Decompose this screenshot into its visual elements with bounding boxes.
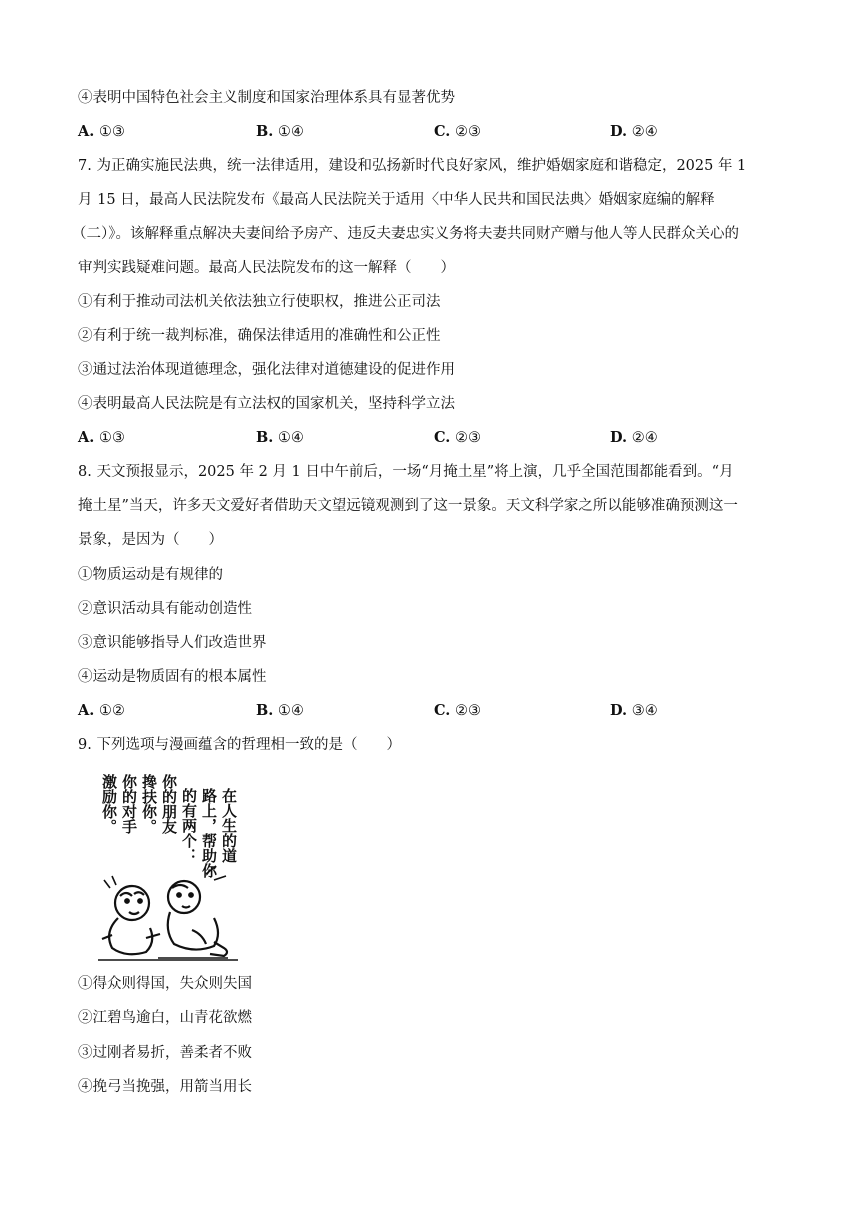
- cartoon-illustration: [96, 770, 242, 966]
- statement-line: ④运动是物质固有的根本属性: [78, 669, 267, 685]
- cartoon-figure-right: [158, 866, 228, 958]
- statement-line: ①有利于推动司法机关依法独立行使职权，推进公正司法: [78, 294, 441, 310]
- statement-line: ④表明最高人民法院是有立法权的国家机关，坚持科学立法: [78, 396, 455, 412]
- option-c[interactable]: C. ②③: [434, 123, 481, 140]
- cartoon-text-col: 搀扶你。: [140, 774, 158, 834]
- cartoon-text-col: 路上，帮助你: [200, 788, 218, 878]
- statement-line: ④表明中国特色社会主义制度和国家治理体系具有显著优势: [78, 90, 455, 106]
- question-7-stem: 审判实践疑难问题。最高人民法院发布的这一解释（ ）: [78, 260, 455, 276]
- option-c[interactable]: C. ②③: [434, 702, 481, 719]
- question-7-stem: 月 15 日，最高人民法院发布《最高人民法院关于适用〈中华人民共和国民法典〉婚姻家庭编的解释: [78, 192, 715, 208]
- option-d[interactable]: D. ③④: [610, 702, 658, 719]
- answer-options-q6: [78, 122, 798, 142]
- statement-line: ③意识能够指导人们改造世界: [78, 635, 267, 651]
- statement-line: ②有利于统一裁判标准，确保法律适用的准确性和公正性: [78, 328, 441, 344]
- statement-line: ①物质运动是有规律的: [78, 567, 223, 583]
- statement-line: ④挽弓当挽强，用箭当用长: [78, 1079, 252, 1095]
- cartoon-text-col: 激励你。: [100, 774, 118, 834]
- question-7-stem: 7. 为正确实施民法典，统一法律适用，建设和弘扬新时代良好家风，维护婚姻家庭和谐稳定，2025 年 1: [78, 158, 747, 174]
- cartoon-figure-left: [102, 876, 160, 954]
- statement-line: ①得众则得国，失众则失国: [78, 976, 252, 992]
- question-7-stem: （二）》。该解释重点解决夫妻间给予房产、违反夫妻忠实义务将夫妻共同财产赠与他人等人民群众关心的: [72, 226, 739, 242]
- question-9-stem: 9. 下列选项与漫画蕴含的哲理相一致的是（ ）: [78, 737, 401, 753]
- option-a[interactable]: A. ①②: [78, 702, 125, 719]
- question-8-stem: 掩土星”当天，许多天文爱好者借助天文望远镜观测到了这一景象。天文科学家之所以能够准确预测这一: [78, 498, 738, 514]
- statement-line: ③通过法治体现道德理念，强化法律对道德建设的促进作用: [78, 362, 455, 378]
- statement-line: ③过刚者易折，善柔者不败: [78, 1045, 252, 1061]
- option-c[interactable]: C. ②③: [434, 429, 481, 446]
- cartoon-text-col: 在人生的道: [220, 788, 238, 863]
- question-8-stem: 8. 天文预报显示，2025 年 2 月 1 日中午前后，一场“月掩土星”将上演，几乎全国范围都能看到。“月: [78, 464, 734, 480]
- option-b[interactable]: B. ①④: [256, 123, 304, 140]
- option-a[interactable]: A. ①③: [78, 429, 125, 446]
- question-8-stem: 景象，是因为（ ）: [78, 532, 223, 548]
- statement-line: ②意识活动具有能动创造性: [78, 601, 252, 617]
- option-a[interactable]: A. ①③: [78, 123, 125, 140]
- cartoon-text-col: 的有两个：: [180, 788, 198, 863]
- cartoon-text-col: 你的对手: [120, 774, 138, 834]
- option-b[interactable]: B. ①④: [256, 429, 304, 446]
- answer-options-q7: [78, 428, 798, 448]
- statement-line: ②江碧鸟逾白，山青花欲燃: [78, 1010, 252, 1026]
- option-d[interactable]: D. ②④: [610, 429, 658, 446]
- option-b[interactable]: B. ①④: [256, 702, 304, 719]
- answer-options-q8: [78, 701, 798, 721]
- option-d[interactable]: D. ②④: [610, 123, 658, 140]
- cartoon-text-col: 你的朋友: [160, 774, 178, 834]
